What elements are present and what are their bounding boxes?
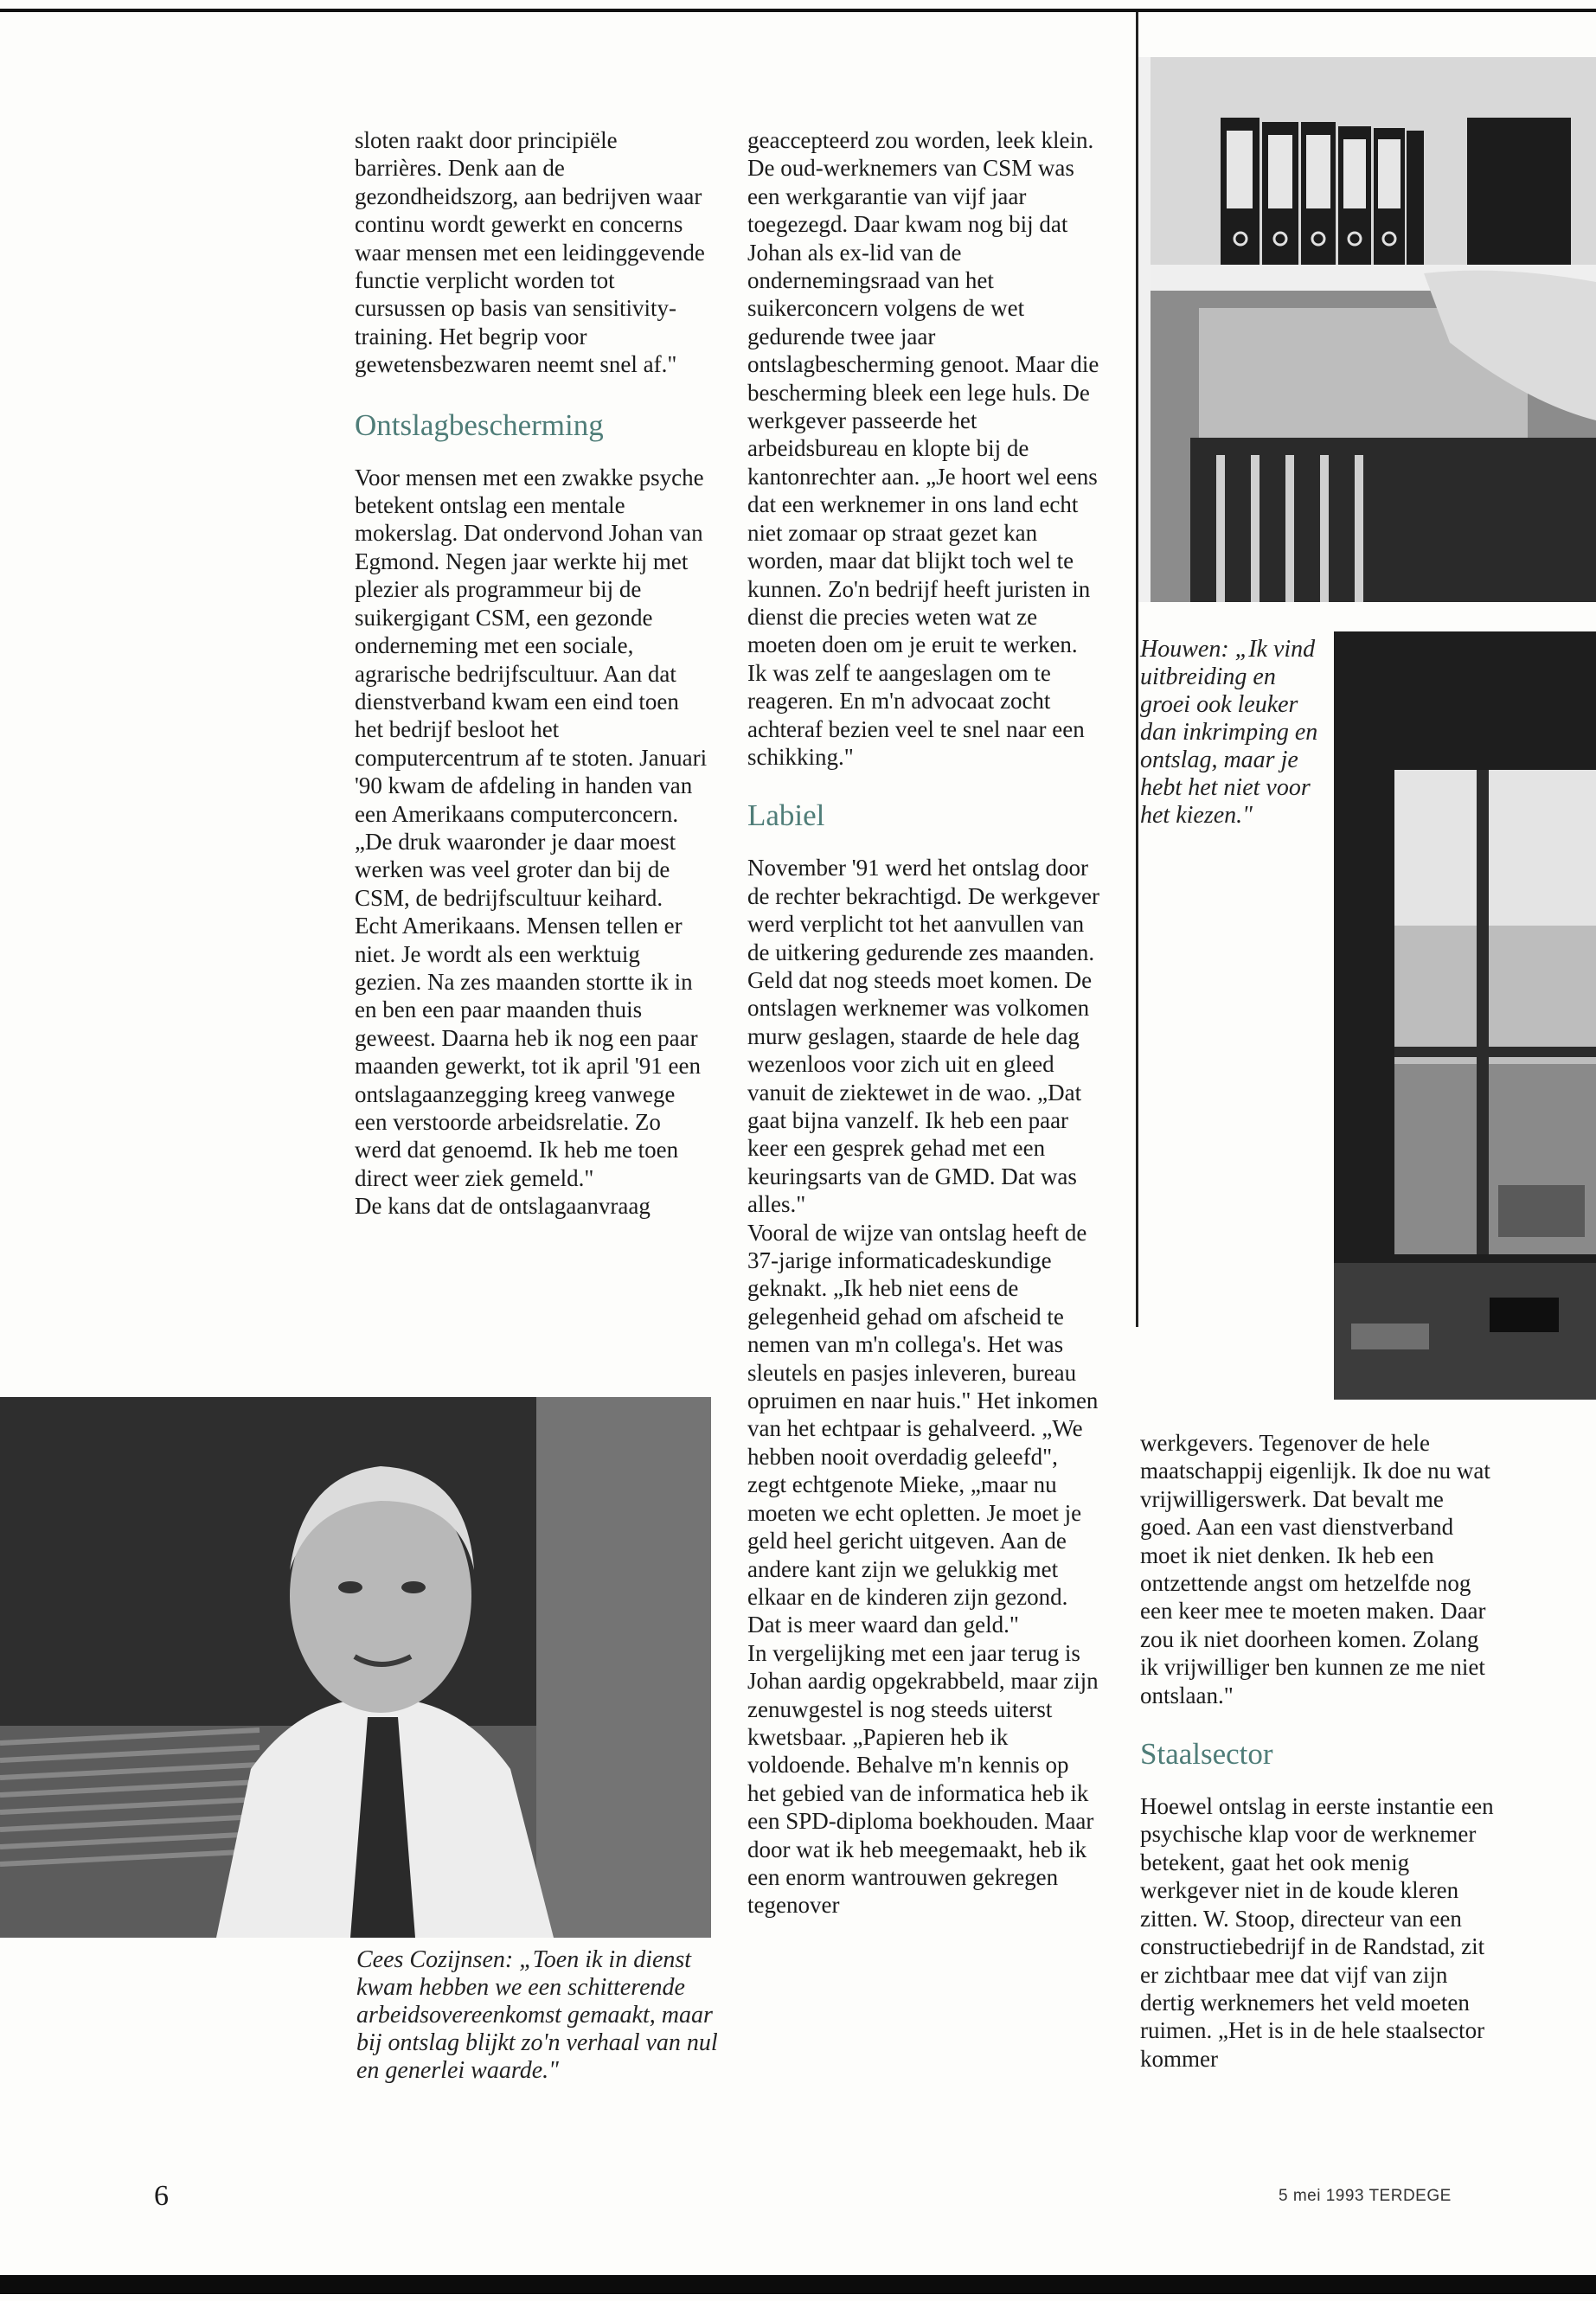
paragraph: De kans dat de ontslagaanvraag [355,1193,651,1220]
article-column-2 [747,126,1102,1920]
article-column-1 [355,126,709,1221]
paragraph: geaccepteerd zou worden, leek klein. De oud-werknemers van CSM was een werkgarantie van vijf jaar toegezegd. Daar kwam nog bij dat Johan als ex-lid van de ondernemingsraad van het suikerconcern volgens de wet gedurende twee jaar ontslagbescherming genoot. Maar die bescherming bleek een lege huls. De werkgever passeerde het arbeidsbureau en klopte bij de kantonrechter aan. „Je hoort wel eens dat een werknemer in ons land echt niet zomaar op straat gezet kan worden, maar dat blijkt toch wel te kunnen. Zo'n bedrijf heeft juristen in dienst die precies weten wat ze moeten doen om je eruit te werken. Ik was zelf te aangeslagen om te reageren. En m'n advocaat zocht achteraf bezien veel te snel naar een schikking." [747,127,1099,770]
section-heading-ontslagbescherming: Ontslagbescherming [355,407,604,442]
paragraph: November '91 werd het ontslag door de rechter bekrachtigd. De werkgever werd verplicht tot het aanvullen van de uitkering gedurende zes maanden. Geld dat nog steeds moet komen. De ontslagen werknemer was volkomen murw geslagen, staarde de hele dag wezenloos voor zich uit en gleed vanuit de ziektewet in de wao. „Dat gaat bijna vanzelf. Ik heb een paar keer een gesprek gehad met een keuringsarts van de GMD. Dat was alles." [747,855,1100,1218]
paragraph: sloten raakt door principiële barrières. Denk aan de gezondheidszorg, aan bedrijven waar continu wordt gewerkt en concerns waar mensen met een leidinggevende functie verplicht worden tot cursussen op basis van sensitivity-training. Het begrip voor gewetensbezwaren neemt snel af." [355,127,705,378]
section-heading-staalsector: Staalsector [1140,1737,1273,1772]
portrait-photo-cees-cozijnsen [0,1397,711,1938]
paragraph: In vergelijking met een jaar terug is Johan aardig opgekrabbeld, maar zijn zenuwgestel is nog steeds uiterst kwetsbaar. „Papieren heb ik voldoende. Behalve m'n kennis op het gebied van de informatica heb ik een SPD-diploma boekhouden. Maar door wat ik heb meegemaakt, heb ik een enorm wantrouwen gekregen tegenover [747,1639,1099,1919]
paragraph: Voor mensen met een zwakke psyche betekent ontslag een mentale mokerslag. Dat ondervond Johan van Egmond. Negen jaar werkte hij met plezier als programmeur bij de suikergigant CSM, een gezonde onderneming met een sociale, agrarische bedrijfscultuur. Aan dat dienstverband kwam een eind toen het bedrijf besloot het computercentrum af te stoten. Januari '90 kwam de afdeling in handen van een Amerikaans computerconcern. „De druk waaronder je daar moest werken was veel groter dan bij de CSM, de bedrijfscultuur keihard. Echt Amerikaans. Mensen tellen er niet. Je wordt als een werktuig gezien. Na zes maanden stortte ik in en ben een paar maanden thuis geweest. Daarna heb ik nog een paar maanden gewerkt, tot ik april '91 een ontslagaanzegging kreeg vanwege een verstoorde arbeidsrelatie. Zo werd dat genoemd. Ik heb me toen direct weer ziek gemeld." [355,464,708,1191]
paragraph: Hoewel ontslag in eerste instantie een psychische klap voor de werknemer betekent, gaat het ook menig werkgever niet in de koude kleren zitten. W. Stoop, directeur van een constructiebedrijf in de Randstad, zit er zichtbaar mee dat vijf van zijn dertig werknemers het veld moeten ruimen. „Het is in de hele staalsector kommer [1140,1793,1494,2072]
office-binders-photo [1138,57,1596,602]
section-heading-labiel: Labiel [747,798,825,833]
top-rule [0,9,1596,12]
paragraph: Vooral de wijze van ontslag heeft de 37-jarige informaticadeskundige geknakt. „Ik heb niet eens de gelegenheid gehad om afscheid te nemen van m'n collega's. Het was sleutels en pasjes inleveren, bureau opruimen en naar huis." Het inkomen van het echtpaar is gehalveerd. „We hebben nooit overdadig geleefd", zegt echtgenote Mieke, „maar nu moeten we echt opletten. Je moet je geld heel gericht uitgeven. Aan de andere kant zijn we gelukkig met elkaar en de kinderen zijn gezond. Dat is meer waard dan geld." [747,1219,1099,1638]
article-column-3 [1140,1429,1495,2073]
paragraph: werkgevers. Tegenover de hele maatschappij eigenlijk. Ik doe nu wat vrijwilligerswerk. Dat bevalt me goed. Aan een vast dienstverband moet ik niet denken. Ik heb een ontzettende angst om hetzelfde nog een keer mee te moeten maken. Daar zou ik niet doorheen komen. Zolang ik vrijwilliger ben kunnen ze me niet ontslaan." [1140,1430,1490,1708]
photo-caption-houwen: Houwen: „Ik vind uitbreiding en groei ook leuker dan inkrimping en ontslag, maar je hebt het niet voor het kiezen." [1140,636,1318,829]
bottom-rule [0,2275,1596,2294]
page-number: 6 [154,2180,169,2212]
office-window-photo [1334,631,1596,1400]
issue-footer: 5 mei 1993 TERDEGE [1279,2187,1452,2205]
photo-caption-cozijnsen: Cees Cozijnsen: „Toen ik in dienst kwam hebben we een schitterende arbeidsovereenkomst gemaakt, maar bij ontslag blijkt zo'n verhaal van nul en generlei waarde." [356,1946,718,2084]
